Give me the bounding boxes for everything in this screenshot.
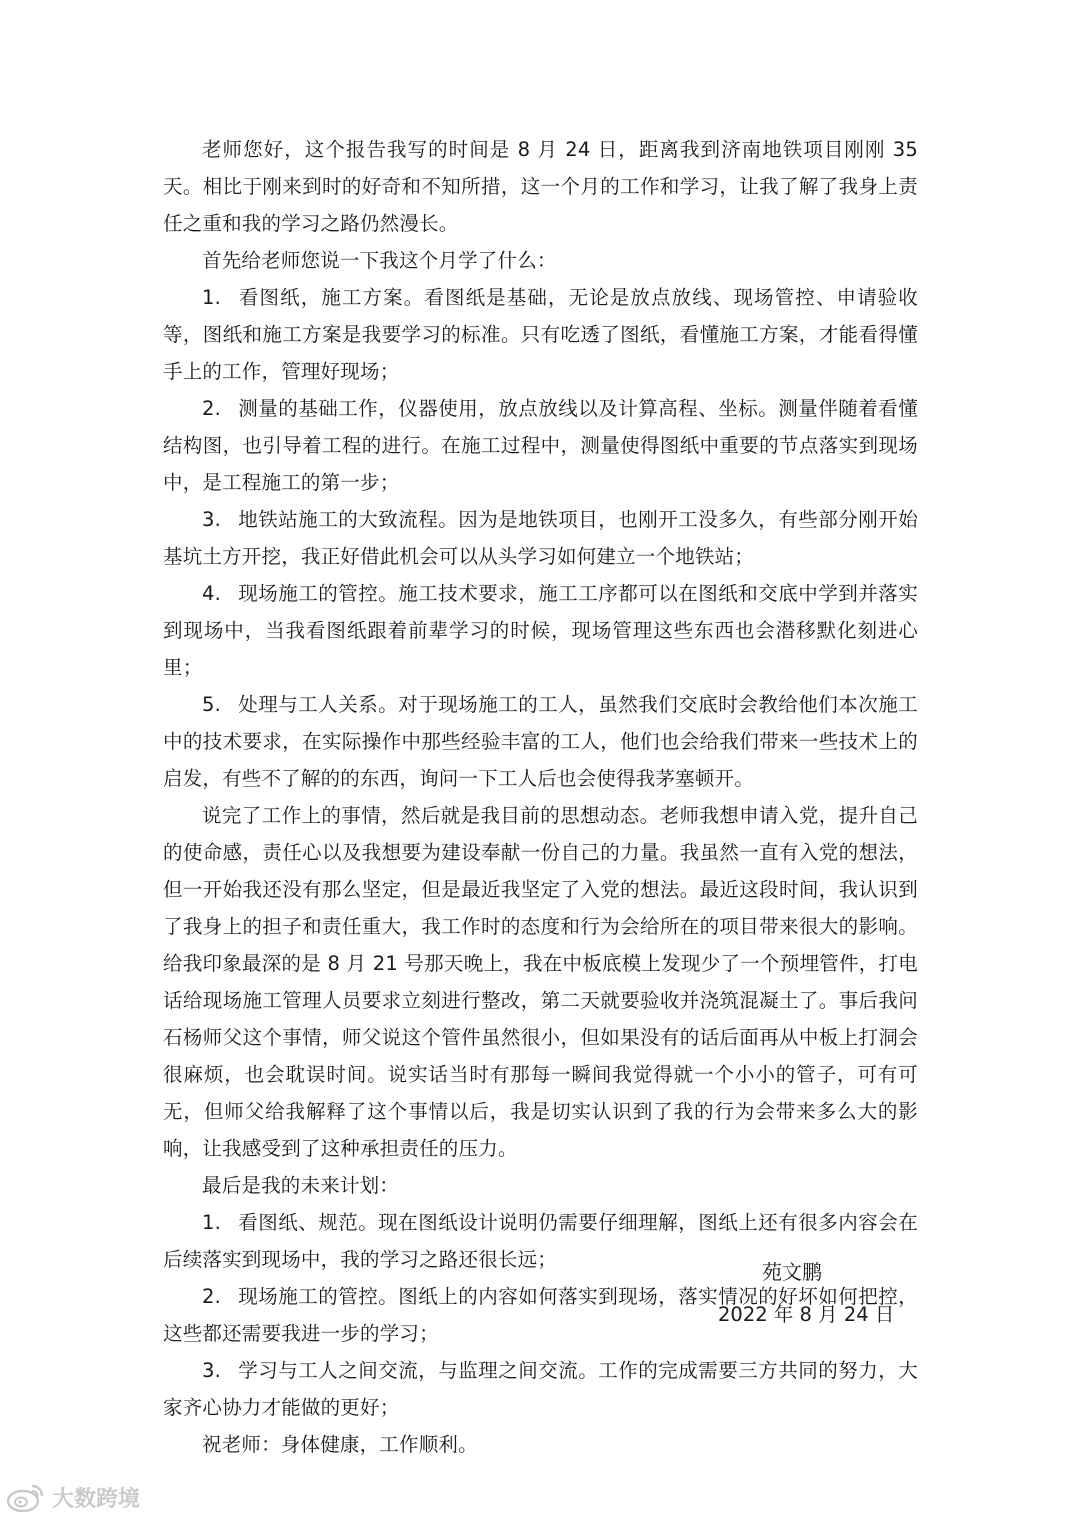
item-text: 处理与工人关系。对于现场施工的工人，虽然我们交底时会教给他们本次施工中的技术要求，在实际操作中那些经验丰富的工人，他们也会给我们带来一些技术上的启发，有些不了解的的东西，询问一下工人后也会使得我茅塞顿开。 <box>163 693 918 790</box>
item-text: 学习与工人之间交流，与监理之间交流。工作的完成需要三方共同的努力，大家齐心协力才能做的更好； <box>163 1359 918 1419</box>
list-item <box>163 390 918 501</box>
signature-date: 2022 年 8 月 24 日 <box>718 1303 895 1326</box>
watermark <box>6 1480 140 1514</box>
item-number: 3. <box>202 508 222 531</box>
list-item <box>163 686 918 797</box>
item-text: 看图纸、规范。现在图纸设计说明仍需要仔细理解，图纸上还有很多内容会在后续落实到现场中，我的学习之路还很长远； <box>163 1211 918 1271</box>
watermark-text: 大数跨境 <box>52 1486 141 1512</box>
item-text: 地铁站施工的大致流程。因为是地铁项目，也刚开工没多久，有些部分刚开始基坑土方开挖，我正好借此机会可以从头学习如何建立一个地铁站； <box>163 508 918 568</box>
learned-heading: 首先给老师您说一下我这个月学了什么： <box>202 249 557 272</box>
list-item <box>163 279 918 390</box>
item-text: 看图纸，施工方案。看图纸是基础，无论是放点放线、现场管控、申请验收等，图纸和施工方案是我要学习的标准。只有吃透了图纸，看懂施工方案，才能看得懂手上的工作，管理好现场； <box>163 286 918 383</box>
item-number: 3. <box>202 1359 222 1382</box>
intro-paragraph: 老师您好，这个报告我写的时间是 8 月 24 日，距离我到济南地铁项目刚刚 35 天。相比于刚来到时的好奇和不知所措，这一个月的工作和学习，让我了解了我身上责任之重和我的学习之路仍然漫长。 <box>163 138 918 235</box>
list-item <box>163 1352 918 1426</box>
item-number: 5. <box>202 693 222 716</box>
item-number: 1. <box>202 286 222 309</box>
thoughts-paragraph: 说完了工作上的事情，然后就是我目前的思想动态。老师我想申请入党，提升自己的使命感，责任心以及我想要为建设奉献一份自己的力量。我虽然一直有入党的想法，但一开始我还没有那么坚定，但是最近我坚定了入党的想法。最近这段时间，我认识到了我身上的担子和责任重大，我工作时的态度和行为会给所在的项目带来很大的影响。给我印象最深的是 8 月 21 号那天晚上，我在中板底模上发现少了一个预埋管件，打电话给现场施工管理人员要求立刻进行整改，第二天就要验收并浇筑混凝土了。事后我问石杨师父这个事情，师父说这个管件虽然很小，但如果没有的话后面再从中板上打洞会很麻烦，也会耽误时间。说实话当时有那每一瞬间我觉得就一个小小的管子，可有可无，但师父给我解释了这个事情以后，我是切实认识到了我的行为会带来多么大的影响，让我感受到了这种承担责任的压力。 <box>163 804 918 1160</box>
weibo-logo-icon <box>6 1480 46 1514</box>
item-text: 现场施工的管控。施工技术要求，施工工序都可以在图纸和交底中学到并落实到现场中，当我看图纸跟着前辈学习的时候，现场管理这些东西也会潜移默化刻进心里； <box>163 582 918 679</box>
signature: 苑文鹏 <box>762 1260 822 1284</box>
item-text: 现场施工的管控。图纸上的内容如何落实到现场，落实情况的好坏如何把控，这些都还需要我进一步的学习； <box>163 1285 918 1345</box>
closing-line: 祝老师：身体健康，工作顺利。 <box>202 1433 478 1456</box>
list-item <box>163 575 918 686</box>
plan-heading: 最后是我的未来计划： <box>202 1174 400 1197</box>
item-number: 1. <box>202 1211 222 1234</box>
list-item <box>163 501 918 575</box>
item-number: 4. <box>202 582 222 605</box>
learned-list <box>163 279 918 797</box>
item-text: 测量的基础工作，仪器使用，放点放线以及计算高程、坐标。测量伴随着看懂结构图，也引导着工程的进行。在施工过程中，测量使得图纸中重要的节点落实到现场中，是工程施工的第一步； <box>163 397 918 494</box>
item-number: 2. <box>202 1285 222 1308</box>
item-number: 2. <box>202 397 222 420</box>
